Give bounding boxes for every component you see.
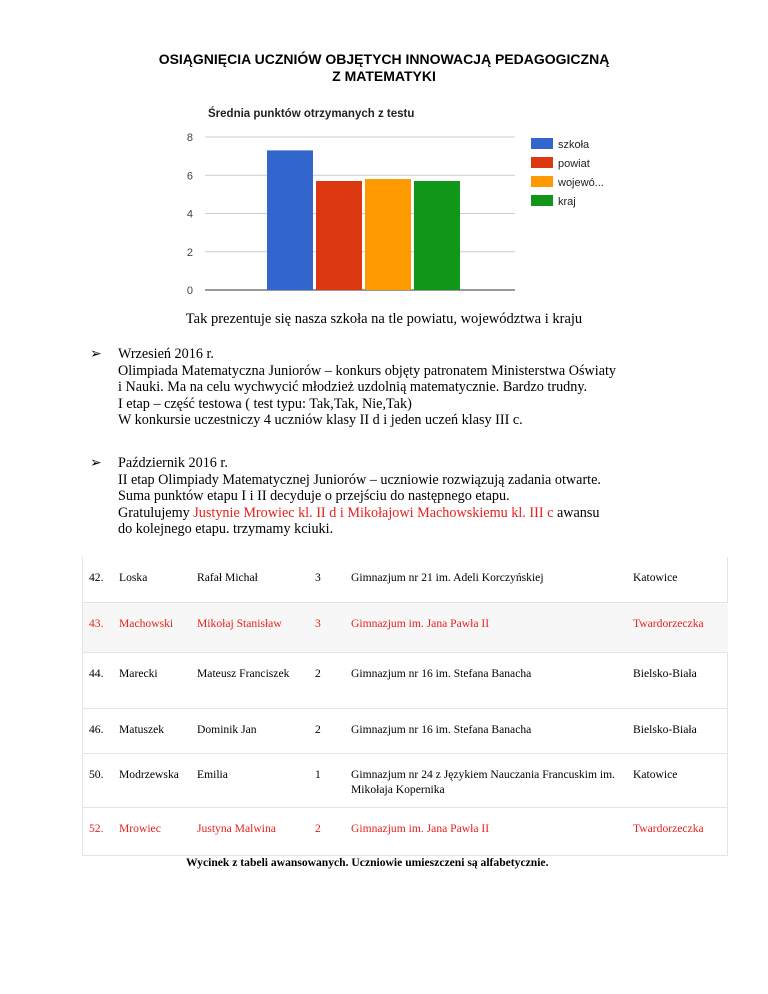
bar-wojew xyxy=(365,179,411,290)
cell-school: Gimnazjum im. Jana Pawła II xyxy=(345,602,627,652)
cell-city: Katowice xyxy=(627,753,728,807)
congrats-names: Justynie Mrowiec kl. II d i Mikołajowi Machowskiemu kl. III c xyxy=(193,504,554,521)
section-line: Suma punktów etapu I i II decyduje o przejściu do następnego etapu. xyxy=(118,488,510,504)
cell-surname: Matuszek xyxy=(113,708,191,753)
section-line: i Nauki. Ma na celu wychwycić młodzież uzdolnią matematycznie. Bardzo trudny. xyxy=(118,379,588,395)
cell-surname: Marecki xyxy=(113,652,191,708)
legend-label: powiat xyxy=(558,158,590,170)
table-footnote: Wycinek z tabeli awansowanych. Uczniowie umieszczeni są alfabetycznie. xyxy=(186,856,549,869)
table-row xyxy=(83,708,728,753)
bar-kraj xyxy=(414,181,460,290)
advanced-students-table xyxy=(83,557,728,856)
section-date: Wrzesień 2016 r. xyxy=(118,346,214,362)
cell-number: 43. xyxy=(83,602,113,652)
cell-class: 2 xyxy=(309,807,345,856)
congrats-prefix: Gratulujemy xyxy=(118,504,194,521)
cell-number: 52. xyxy=(83,807,113,856)
cell-names: Mikołaj Stanisław xyxy=(191,602,309,652)
cell-number: 44. xyxy=(83,652,113,708)
arrowhead-bullet-icon: ➢ xyxy=(90,455,102,471)
section-september xyxy=(118,346,738,429)
table-row xyxy=(83,807,728,856)
cell-school: Gimnazjum nr 21 im. Adeli Korczyńskiej xyxy=(351,571,544,584)
cell-number: 46. xyxy=(83,708,113,753)
cell-names: Rafał Michał xyxy=(197,571,258,584)
table-row xyxy=(83,652,728,708)
document-title-line-1: OSIĄGNIĘCIA UCZNIÓW OBJĘTYCH INNOWACJĄ PEDAGOGICZNĄ xyxy=(158,51,610,67)
legend-swatch xyxy=(531,157,553,168)
cell-city: Twardorzeczka xyxy=(627,807,728,856)
cell-school: Gimnazjum im. Jana Pawła II xyxy=(345,807,627,856)
legend-swatch xyxy=(531,138,553,149)
bar-szkoa xyxy=(267,150,313,290)
cell-city: Katowice xyxy=(633,571,678,584)
cell-city: Bielsko-Biała xyxy=(627,652,728,708)
congratulations-line xyxy=(118,505,738,522)
cell-school: Gimnazjum nr 16 im. Stefana Banacha xyxy=(345,652,627,708)
cell-names: Emilia xyxy=(191,753,309,807)
section-line: Olimpiada Matematyczna Juniorów – konkurs objęty patronatem Ministerstwa Oświaty xyxy=(118,362,617,379)
table-row xyxy=(83,557,728,602)
cell-surname: Loska xyxy=(119,571,148,584)
cell-class: 3 xyxy=(315,571,321,584)
legend-label: szkoła xyxy=(558,139,590,151)
cell-school: Gimnazjum nr 24 z Językiem Nauczania Francuskim im. Mikołaja Kopernika xyxy=(345,753,627,807)
y-tick-label: 8 xyxy=(186,132,193,144)
y-tick-label: 6 xyxy=(186,170,193,183)
bar-powiat xyxy=(316,181,362,290)
congrats-suffix: awansu xyxy=(553,504,600,521)
section-line: W konkursie uczestniczy 4 uczniów klasy II d i jeden uczeń klasy III c. xyxy=(118,412,523,428)
legend-label: kraj xyxy=(558,196,576,208)
table-row xyxy=(83,602,728,652)
cell-names: Mateusz Franciszek xyxy=(191,652,309,708)
cell-city: Twardorzeczka xyxy=(627,602,728,652)
legend-swatch xyxy=(531,195,553,206)
cell-class: 2 xyxy=(309,652,345,708)
chart-caption: Tak prezentuje się nasza szkoła na tle powiatu, województwa i kraju xyxy=(185,311,583,327)
cell-class: 2 xyxy=(309,708,345,753)
y-tick-label: 0 xyxy=(186,285,193,297)
cell-class: 3 xyxy=(309,602,345,652)
cell-class: 1 xyxy=(309,753,345,807)
bar-chart xyxy=(175,100,604,300)
section-october xyxy=(118,455,738,538)
chart-title: Średnia punktów otrzymanych z testu xyxy=(208,108,415,120)
section-date: Październik 2016 r. xyxy=(118,455,228,471)
cell-number: 42. xyxy=(89,571,104,584)
y-tick-label: 2 xyxy=(186,246,193,259)
cell-school: Gimnazjum nr 16 im. Stefana Banacha xyxy=(345,708,627,753)
document-title-line-2: Z MATEMATYKI xyxy=(332,68,436,84)
cell-number: 50. xyxy=(83,753,113,807)
section-line: II etap Olimpiady Matematycznej Juniorów – uczniowie rozwiązują zadania otwarte. xyxy=(118,471,601,488)
cell-surname: Machowski xyxy=(113,602,191,652)
arrowhead-bullet-icon: ➢ xyxy=(90,346,102,362)
cell-city: Bielsko-Biała xyxy=(627,708,728,753)
legend-swatch xyxy=(531,176,553,187)
cell-names: Justyna Malwina xyxy=(191,807,309,856)
cell-surname: Modrzewska xyxy=(113,753,191,807)
section-line: I etap – część testowa ( test typu: Tak,Tak, Nie,Tak) xyxy=(118,395,412,412)
legend-label: wojewó... xyxy=(558,177,604,189)
section-line: do kolejnego etapu. trzymamy kciuki. xyxy=(118,521,334,537)
cell-surname: Mrowiec xyxy=(113,807,191,856)
table-row xyxy=(83,753,728,807)
y-tick-label: 4 xyxy=(186,208,193,221)
cell-names: Dominik Jan xyxy=(191,708,309,753)
